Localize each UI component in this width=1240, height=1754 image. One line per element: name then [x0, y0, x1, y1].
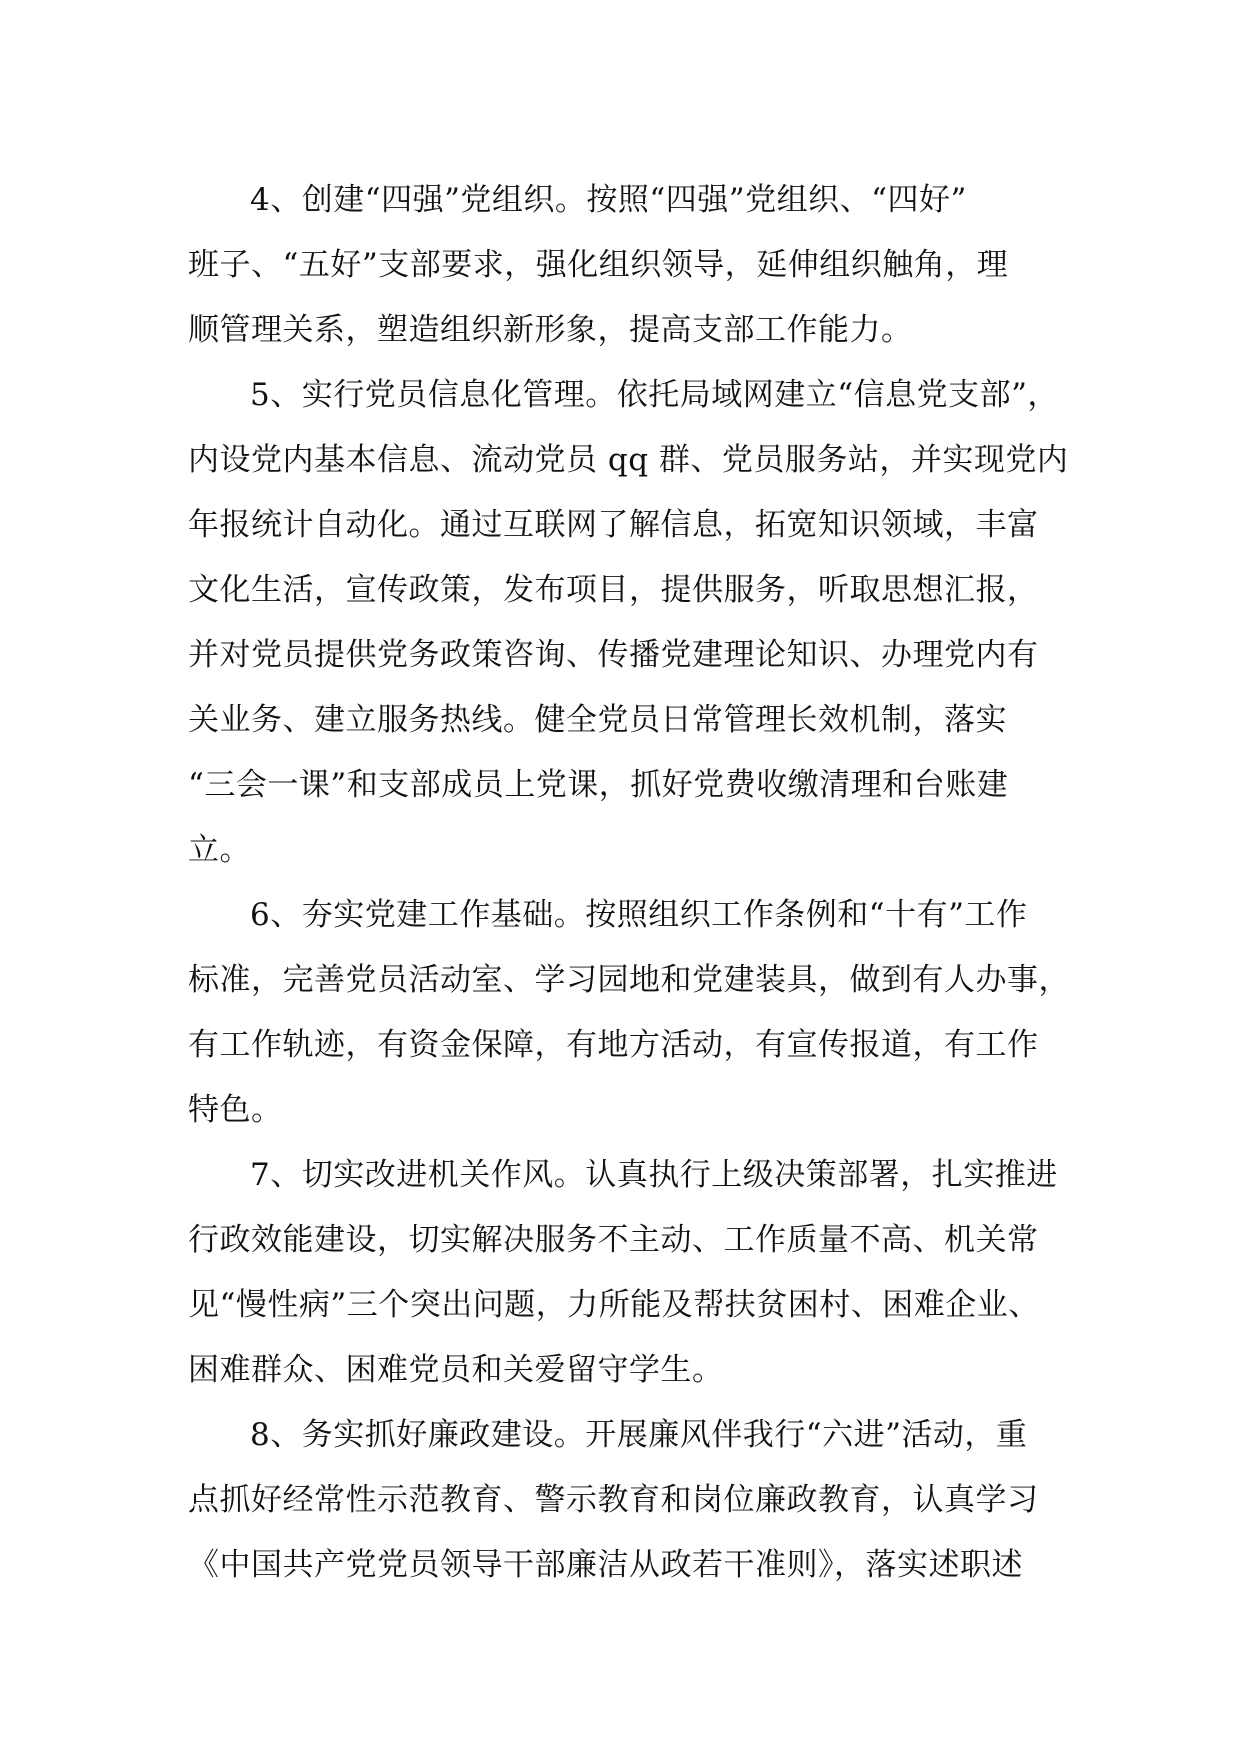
paragraph-6 [188, 883, 1088, 1143]
paragraph-line: 5、实行党员信息化管理。依托局域网建立“信息党支部”， [250, 377, 1059, 413]
paragraph-line: 内设党内基本信息、流动党员 qq 群、党员服务站，并实现党内 [188, 442, 1069, 478]
paragraph-line: 关业务、建立服务热线。健全党员日常管理长效机制，落实 [188, 702, 1007, 738]
paragraph-line: 并对党员提供党务政策咨询、传播党建理论知识、办理党内有 [188, 637, 1039, 673]
paragraph-line: “三会一课”和支部成员上党课，抓好党费收缴清理和台账建 [188, 767, 1009, 803]
paragraph-line: 点抓好经常性示范教育、警示教育和岗位廉政教育，认真学习 [188, 1482, 1039, 1518]
paragraph-line: 7、切实改进机关作风。认真执行上级决策部署，扎实推进 [250, 1157, 1058, 1193]
paragraph-line: 困难群众、困难党员和关爱留守学生。 [188, 1352, 724, 1388]
paragraph-line: 特色。 [188, 1092, 283, 1128]
paragraph-line: 立。 [188, 832, 251, 868]
paragraph-line: 文化生活，宣传政策，发布项目，提供服务，听取思想汇报， [188, 572, 1039, 608]
paragraph-line: 顺管理关系，塑造组织新形象，提高支部工作能力。 [188, 312, 913, 348]
document-body [188, 168, 1088, 1598]
paragraph-line: 有工作轨迹，有资金保障，有地方活动，有宣传报道，有工作 [188, 1027, 1039, 1063]
paragraph-5 [188, 363, 1088, 883]
paragraph-line: 见“慢性病”三个突出问题，力所能及帮扶贫困村、困难企业、 [188, 1287, 1040, 1323]
paragraph-line: 4、创建“四强”党组织。按照“四强”党组织、“四好” [250, 182, 967, 218]
paragraph-4 [188, 168, 1088, 363]
paragraph-line: 8、务实抓好廉政建设。开展廉风伴我行“六进”活动，重 [250, 1417, 1028, 1453]
paragraph-line: 《中国共产党党员领导干部廉洁从政若干准则》，落实述职述 [188, 1547, 1023, 1583]
paragraph-line: 6、夯实党建工作基础。按照组织工作条例和“十有”工作 [250, 897, 1028, 933]
paragraph-7 [188, 1143, 1088, 1403]
paragraph-8 [188, 1403, 1088, 1598]
paragraph-line: 班子、“五好”支部要求，强化组织领导，延伸组织触角，理 [188, 247, 1009, 283]
paragraph-line: 年报统计自动化。通过互联网了解信息，拓宽知识领域，丰富 [188, 507, 1039, 543]
paragraph-line: 行政效能建设，切实解决服务不主动、工作质量不高、机关常 [188, 1222, 1039, 1258]
paragraph-line: 标准，完善党员活动室、学习园地和党建装具，做到有人办事， [188, 962, 1070, 998]
